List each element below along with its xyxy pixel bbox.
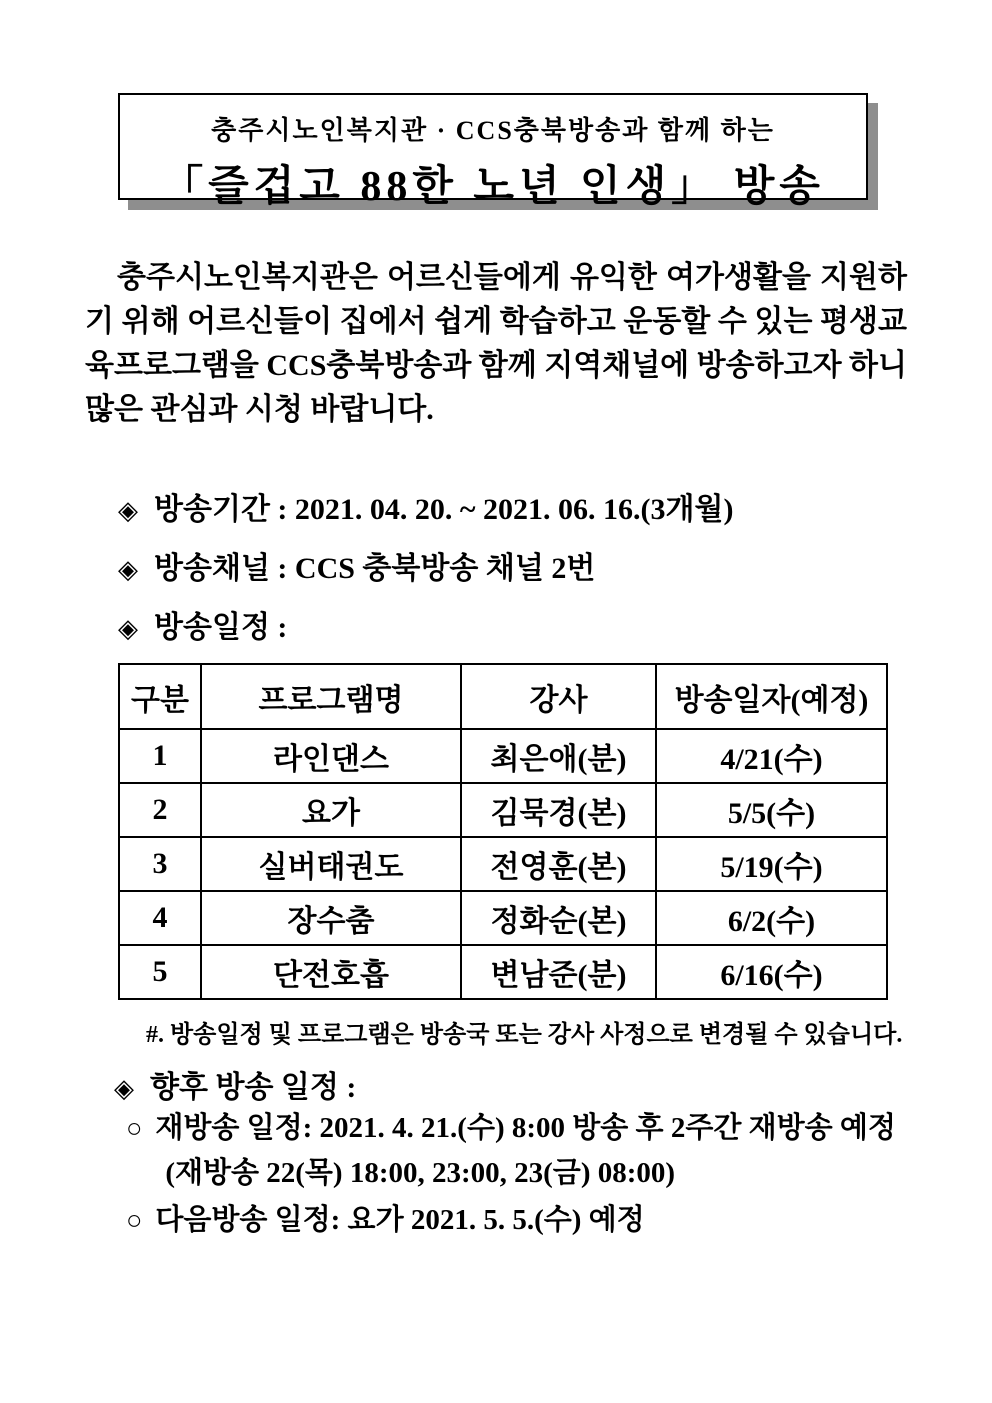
cell-program: 라인댄스 (201, 729, 461, 783)
circle-bullet-icon: ○ (126, 1113, 143, 1143)
table-footnote: #. 방송일정 및 프로그램은 방송국 또는 강사 사정으로 변경될 수 있습니다. (146, 1022, 903, 1048)
info-value: 2021. 04. 20. ~ 2021. 06. 16.(3개월) (294, 493, 734, 526)
header-cell-program: 프로그램명 (201, 664, 461, 729)
cell-no: 4 (119, 891, 201, 945)
cell-program: 단전호흡 (201, 945, 461, 999)
future-item-subtext: (재방송 22(목) 18:00, 23:00, 23(금) 08:00) (165, 1157, 676, 1189)
future-item-rebroadcast (126, 1106, 946, 1196)
broadcast-info-list (118, 494, 733, 671)
info-separator: : (269, 611, 288, 644)
info-item-period (118, 494, 733, 527)
cell-instructor: 최은애(분) (461, 729, 656, 783)
cell-date: 6/2(수) (656, 891, 887, 945)
cell-instructor: 변남준(분) (461, 945, 656, 999)
info-item-channel (118, 553, 733, 586)
info-separator: : (269, 552, 295, 585)
future-item-next-broadcast (126, 1198, 946, 1243)
info-label: 방송기간 (154, 493, 270, 526)
cell-program: 실버태권도 (201, 837, 461, 891)
cell-instructor: 전영훈(본) (461, 837, 656, 891)
info-separator: : (269, 493, 295, 526)
cell-no: 2 (119, 783, 201, 837)
info-label: 방송일정 (154, 611, 270, 644)
header-cell-no: 구분 (119, 664, 201, 729)
future-item-text-block (155, 1106, 896, 1196)
cell-date: 5/5(수) (656, 783, 887, 837)
diamond-bullet-icon: ◈ (118, 614, 138, 643)
table-header-row (119, 664, 887, 729)
table-row (119, 945, 887, 999)
cell-program: 요가 (201, 783, 461, 837)
future-schedule-heading (114, 1062, 356, 1106)
title-subtitle: 충주시노인복지관 · CCS충북방송과 함께 하는 (211, 116, 775, 145)
table-row (119, 783, 887, 837)
future-item-text: 다음방송 일정: 요가 2021. 5. 5.(수) 예정 (155, 1204, 645, 1236)
diamond-bullet-icon: ◈ (114, 1074, 134, 1103)
intro-paragraph: 충주시노인복지관은 어르신들에게 유익한 여가생활을 지원하기 위해 어르신들이 집에서 쉽게 학습하고 운동할 수 있는 평생교육프로그램을 CCS충북방송과 함께 지역채널에 방송하고자 하니 많은 관심과 시청 바랍니다. (85, 261, 908, 426)
table-row (119, 837, 887, 891)
schedule-table (118, 663, 888, 1000)
future-item-text-block (155, 1198, 644, 1243)
future-item-text: 재방송 일정: 2021. 4. 21.(수) 8:00 방송 후 2주간 재방송 예정 (155, 1112, 896, 1144)
title-box (118, 93, 868, 210)
diamond-bullet-icon: ◈ (118, 555, 138, 584)
future-schedule-list (126, 1106, 946, 1245)
cell-instructor: 김묵경(본) (461, 783, 656, 837)
cell-no: 1 (119, 729, 201, 783)
table-row (119, 729, 887, 783)
cell-no: 3 (119, 837, 201, 891)
circle-bullet-icon: ○ (126, 1205, 143, 1235)
cell-date: 6/16(수) (656, 945, 887, 999)
cell-date: 5/19(수) (656, 837, 887, 891)
info-value: CCS 충북방송 채널 2번 (294, 552, 596, 585)
future-heading-label: 향후 방송 일정 : (150, 1071, 357, 1104)
cell-no: 5 (119, 945, 201, 999)
info-item-schedule (118, 612, 733, 645)
info-label: 방송채널 (154, 552, 270, 585)
title-main: 「즐겁고 88한 노년 인생」 방송 (161, 164, 825, 210)
header-cell-instructor: 강사 (461, 664, 656, 729)
diamond-bullet-icon: ◈ (118, 496, 138, 525)
header-cell-date: 방송일자(예정) (656, 664, 887, 729)
cell-instructor: 정화순(본) (461, 891, 656, 945)
cell-program: 장수춤 (201, 891, 461, 945)
table-row (119, 891, 887, 945)
cell-date: 4/21(수) (656, 729, 887, 783)
